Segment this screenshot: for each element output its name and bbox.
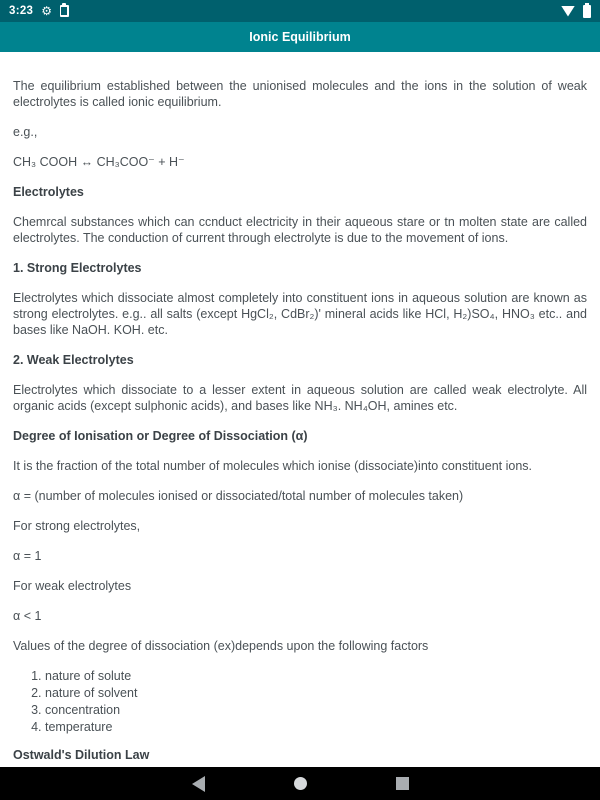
weak-electrolytes-label: For weak electrolytes bbox=[13, 579, 132, 593]
home-button[interactable] bbox=[283, 771, 317, 797]
status-bar-right bbox=[561, 5, 591, 18]
strong-electrolytes-paragraph: Electrolytes which dissociate almost completely into constituent ions in aqueous solution are known as strong electrolytes. e.g.. all salts (except HgCl₂, CdBr₂)' mineral acids like HCl, H₂)SO₄, HNO₃ etc.. and bases like NaOH. KOH. etc. bbox=[13, 291, 587, 337]
alpha-equals-one: α = 1 bbox=[13, 549, 42, 563]
heading-electrolytes: Electrolytes bbox=[13, 185, 84, 199]
list-item: 4. temperature bbox=[45, 719, 587, 735]
page-title: Ionic Equilibrium bbox=[249, 30, 351, 44]
factors-list bbox=[13, 668, 587, 735]
clock: 3:23 bbox=[9, 5, 34, 17]
recents-icon bbox=[396, 777, 409, 790]
clipboard-icon bbox=[60, 5, 69, 17]
heading-weak-electrolytes: 2. Weak Electrolytes bbox=[13, 353, 134, 367]
status-bar-left bbox=[9, 5, 69, 17]
back-button[interactable] bbox=[181, 771, 215, 797]
formula-text: CH₃ COOH ↔ CH₃COO⁻ + H⁻ bbox=[13, 155, 185, 169]
home-icon bbox=[294, 777, 307, 790]
back-icon bbox=[192, 776, 205, 792]
gear-icon: ⚙ bbox=[41, 4, 52, 18]
factors-intro: Values of the degree of dissociation (ex)depends upon the following factors bbox=[13, 639, 429, 653]
intro-paragraph: The equilibrium established between the unionised molecules and the ions in the solution of weak electrolytes is called ionic equilibrium. bbox=[13, 79, 587, 109]
heading-degree-of-ionisation: Degree of Ionisation or Degree of Dissociation (α) bbox=[13, 429, 308, 443]
alpha-less-than-one: α < 1 bbox=[13, 609, 42, 623]
list-item: 3. concentration bbox=[45, 702, 587, 718]
heading-strong-electrolytes: 1. Strong Electrolytes bbox=[13, 261, 142, 275]
status-bar bbox=[0, 0, 600, 22]
list-item: 1. nature of solute bbox=[45, 668, 587, 684]
strong-electrolytes-label: For strong electrolytes, bbox=[13, 519, 141, 533]
navigation-bar bbox=[0, 767, 600, 800]
battery-icon bbox=[583, 5, 591, 18]
eg-label: e.g., bbox=[13, 125, 38, 139]
alpha-formula: α = (number of molecules ionised or dissociated/total number of molecules taken) bbox=[13, 489, 464, 503]
weak-electrolytes-paragraph: Electrolytes which dissociate to a lesser extent in aqueous solution are called weak electrolyte. All organic acids (except sulphonic acids), and bases like NH₃. NH₄OH, amines etc. bbox=[13, 383, 587, 413]
list-item: 2. nature of solvent bbox=[45, 685, 587, 701]
wifi-icon bbox=[561, 6, 575, 17]
app-bar bbox=[0, 22, 600, 52]
degree-definition-paragraph: It is the fraction of the total number of molecules which ionise (dissociate)into constituent ions. bbox=[13, 459, 533, 473]
heading-ostwalds-dilution-law: Ostwald's Dilution Law bbox=[13, 748, 150, 762]
content-area[interactable] bbox=[0, 52, 600, 767]
recents-button[interactable] bbox=[385, 771, 419, 797]
electrolytes-paragraph: Chemrcal substances which can ccnduct electricity in their aqueous stare or tn molten state are called electrolytes. The conduction of current through electrolyte is due to the movement of ions. bbox=[13, 215, 587, 245]
